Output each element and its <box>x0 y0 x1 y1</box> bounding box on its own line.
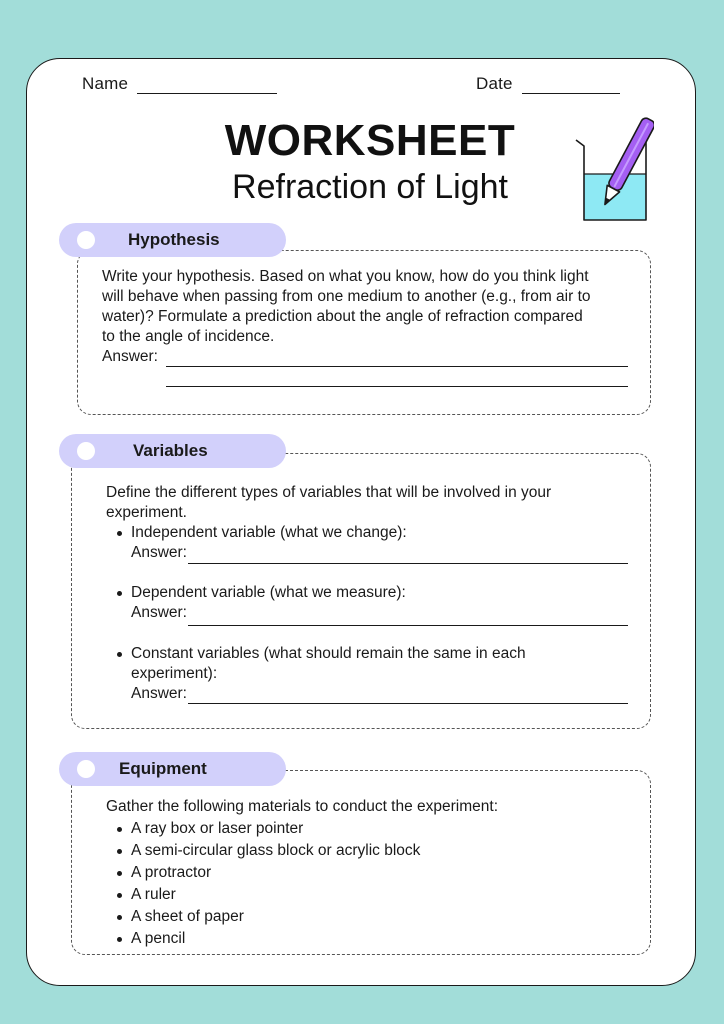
equipment-intro: Gather the following materials to conduct the experiment: <box>106 798 499 815</box>
variable-answer-label-constant: Answer: <box>131 685 187 702</box>
bullet-icon <box>117 849 122 854</box>
independent-answer-line[interactable] <box>188 563 628 564</box>
circle-icon <box>77 760 95 778</box>
variable-item-constant-line-2: experiment): <box>131 665 218 682</box>
equipment-item: A sheet of paper <box>131 908 244 925</box>
bullet-icon <box>117 591 122 596</box>
date-blank[interactable] <box>522 81 620 94</box>
circle-icon <box>77 231 95 249</box>
name-field[interactable] <box>82 74 277 94</box>
hypothesis-header <box>59 223 286 257</box>
equipment-item: A pencil <box>131 930 186 947</box>
equipment-header <box>59 752 286 786</box>
equipment-item: A protractor <box>131 864 212 881</box>
page-subtitle: Refraction of Light <box>232 168 508 206</box>
dependent-answer-line[interactable] <box>188 625 628 626</box>
equipment-item: A ray box or laser pointer <box>131 820 304 837</box>
hypothesis-line-2: will behave when passing from one medium to another (e.g., from air to <box>102 288 591 305</box>
hypothesis-heading: Hypothesis <box>128 230 220 249</box>
variables-intro-line-1: Define the different types of variables that will be involved in your <box>106 484 552 501</box>
bullet-icon <box>117 531 122 536</box>
bullet-icon <box>117 915 122 920</box>
constant-answer-line[interactable] <box>188 703 628 704</box>
equipment-item: A ruler <box>131 886 176 903</box>
hypothesis-line-1: Write your hypothesis. Based on what you know, how do you think light <box>102 268 589 285</box>
bullet-icon <box>117 871 122 876</box>
beaker-with-pencil-icon <box>574 112 654 227</box>
variable-item-independent: Independent variable (what we change): <box>131 524 407 541</box>
variable-item-dependent: Dependent variable (what we measure): <box>131 584 406 601</box>
bullet-icon <box>117 827 122 832</box>
bullet-icon <box>117 893 122 898</box>
bullet-icon <box>117 937 122 942</box>
variable-answer-label-independent: Answer: <box>131 544 187 561</box>
hypothesis-answer-label: Answer: <box>102 348 158 365</box>
name-blank[interactable] <box>137 81 277 94</box>
equipment-heading: Equipment <box>119 759 207 778</box>
hypothesis-line-3: water)? Formulate a prediction about the angle of refraction compared <box>102 308 583 325</box>
hypothesis-line-4: to the angle of incidence. <box>102 328 275 345</box>
variable-answer-label-dependent: Answer: <box>131 604 187 621</box>
bullet-icon <box>117 652 122 657</box>
name-label: Name <box>82 74 129 93</box>
date-field[interactable] <box>476 74 620 94</box>
equipment-item: A semi-circular glass block or acrylic block <box>131 842 421 859</box>
circle-icon <box>77 442 95 460</box>
date-label: Date <box>476 74 513 93</box>
hypothesis-answer-line-1[interactable] <box>166 366 628 367</box>
variable-item-constant-line-1: Constant variables (what should remain the same in each <box>131 645 526 662</box>
variables-heading: Variables <box>133 441 208 460</box>
variables-intro-line-2: experiment. <box>106 504 187 521</box>
variables-header <box>59 434 286 468</box>
page-title: WORKSHEET <box>224 116 516 165</box>
hypothesis-answer-line-2[interactable] <box>166 386 628 387</box>
